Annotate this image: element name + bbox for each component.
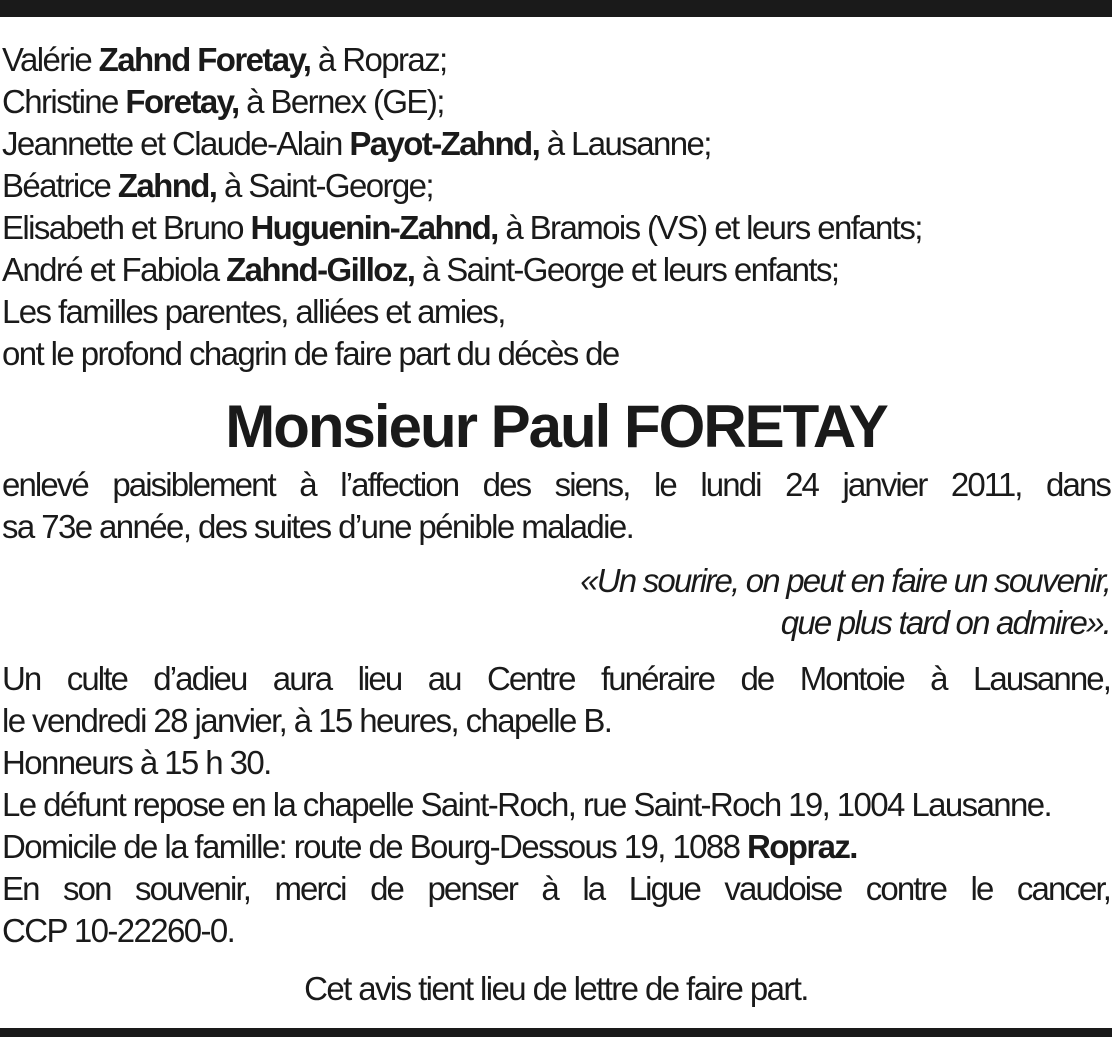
family-line	[2, 123, 1110, 165]
rests-line: Le défunt repose en la chapelle Saint-Roch, rue Saint-Roch 19, 1004 Lausanne.	[2, 786, 1052, 823]
obituary-notice	[2, 39, 1110, 1010]
relatives-line: Les familles parentes, alliées et amies,	[2, 293, 505, 330]
circumstances-line: enlevé paisiblement à l’affection des siens, le lundi 24 janvier 2011, dans	[2, 466, 1110, 503]
family-place: à Ropraz;	[310, 41, 447, 78]
family-line	[2, 249, 1110, 291]
family-given-names: Jeannette et Claude-Alain	[2, 125, 350, 162]
service-line: Un culte d’adieu aura lieu au Centre funéraire de Montoie à Lausanne,	[2, 660, 1110, 697]
donation-line: CCP 10-22260-0.	[2, 912, 235, 949]
spacer	[2, 644, 1110, 658]
quote-line: «Un sourire, on peut en faire un souvenir,	[580, 562, 1110, 599]
family-line	[2, 165, 1110, 207]
family-surname: Zahnd Foretay,	[98, 41, 311, 78]
top-rule	[0, 0, 1112, 17]
donation-line: En son souvenir, merci de penser à la Ligue vaudoise contre le cancer,	[2, 870, 1110, 907]
family-surname: Zahnd,	[117, 167, 217, 204]
bottom-rule	[0, 1028, 1112, 1037]
domicile-town: Ropraz.	[747, 828, 857, 865]
family-given-names: Christine	[2, 83, 126, 120]
circumstances-line: sa 73e année, des suites d’une pénible maladie.	[2, 508, 634, 545]
family-line	[2, 81, 1110, 123]
family-surname: Payot-Zahnd,	[349, 125, 540, 162]
domicile-line	[2, 826, 1110, 868]
family-place: à Saint-George;	[216, 167, 433, 204]
family-given-names: André et Fabiola	[2, 251, 227, 288]
family-surname: Huguenin-Zahnd,	[250, 209, 498, 246]
honors-line: Honneurs à 15 h 30.	[2, 744, 271, 781]
announcement-line: ont le profond chagrin de faire part du décès de	[2, 335, 619, 372]
closing-line: Cet avis tient lieu de lettre de faire part.	[304, 970, 808, 1007]
family-place: à Saint-George et leurs enfants;	[414, 251, 839, 288]
family-line	[2, 207, 1110, 249]
family-given-names: Béatrice	[2, 167, 118, 204]
deceased-name: Monsieur Paul FORETAY	[225, 393, 887, 460]
family-given-names: Valérie	[2, 41, 99, 78]
family-place: à Bramois (VS) et leurs enfants;	[497, 209, 922, 246]
family-line	[2, 39, 1110, 81]
family-given-names: Elisabeth et Bruno	[2, 209, 251, 246]
family-place: à Lausanne;	[539, 125, 711, 162]
domicile-address: Domicile de la famille: route de Bourg-Dessous 19, 1088	[2, 828, 748, 865]
family-surname: Zahnd-Gilloz,	[226, 251, 415, 288]
service-line: le vendredi 28 janvier, à 15 heures, chapelle B.	[2, 702, 612, 739]
quote-line: que plus tard on admire».	[780, 604, 1110, 641]
family-surname: Foretay,	[125, 83, 239, 120]
family-place: à Bernex (GE);	[238, 83, 444, 120]
spacer	[2, 548, 1110, 560]
